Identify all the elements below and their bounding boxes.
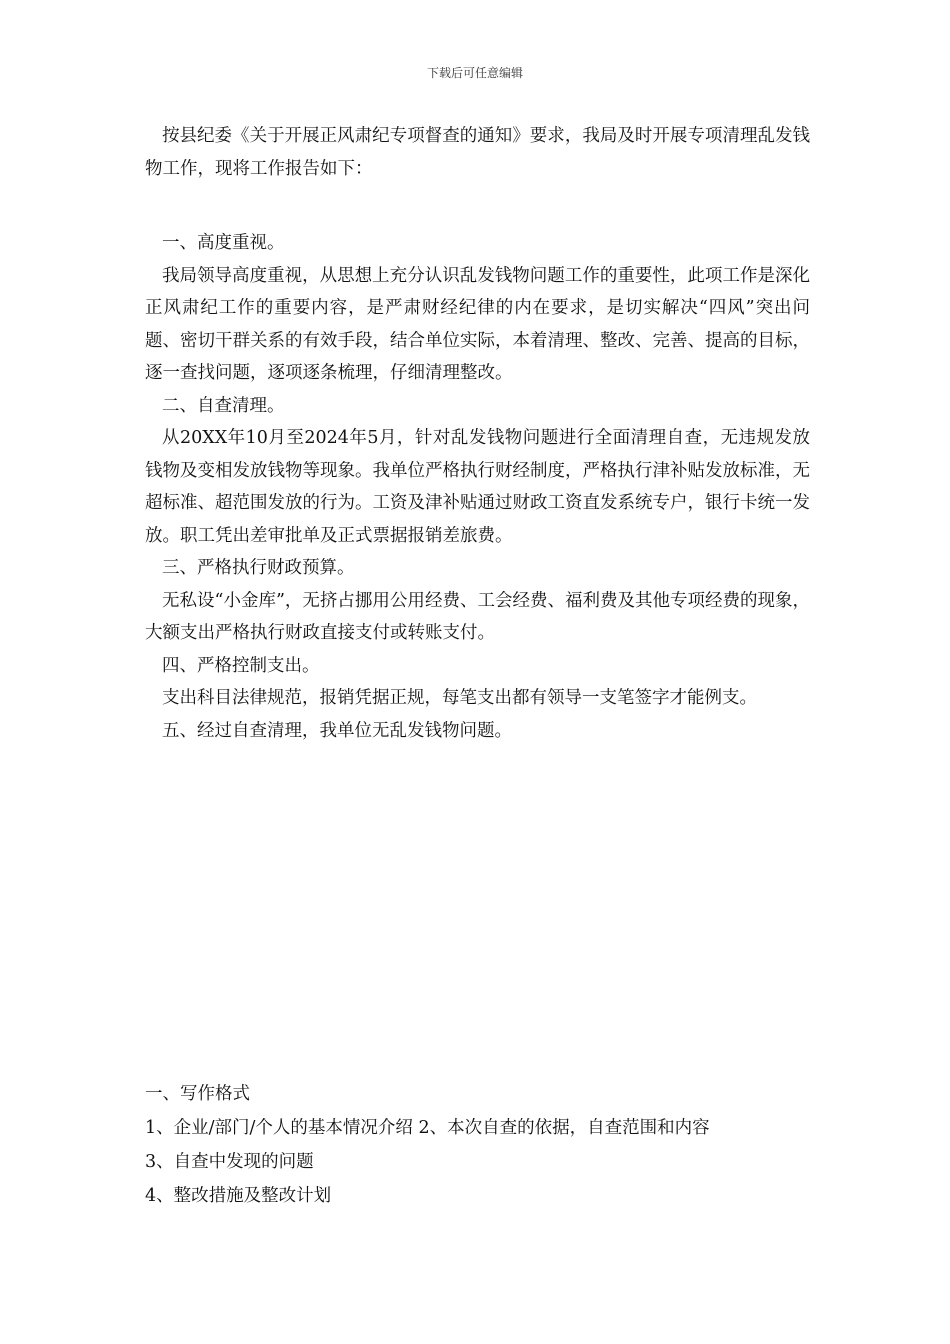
- format-line: 3、自查中发现的问题: [145, 1152, 314, 1172]
- header-note: 下载后可任意编辑: [426, 66, 523, 80]
- section-paragraph-2: 从20XX年10月至2024年5月，针对乱发钱物问题进行全面清理自查，无违规发放钱物及变相发放钱物等现象。我单位严格执行财经制度，严格执行津补贴发放标准，无超标准、超范围发放的行为。工资及津补贴通过财政工资直发系统专户，银行卡统一发放。职工凭出差审批单及正式票据报销差旅费。: [145, 428, 810, 546]
- intro-block: [145, 120, 810, 185]
- format-line: 1、企业/部门/个人的基本情况介绍 2、本次自查的依据，自查范围和内容: [145, 1118, 710, 1138]
- section-paragraph-1: 我局领导高度重视，从思想上充分认识乱发钱物问题工作的重要性，此项工作是深化正风肃纪工作的重要内容，是严肃财经纪律的内在要求，是切实解决“四风”突出问题、密切干群关系的有效手段，结合单位实际，本着清理、整改、完善、提高的目标，逐一查找问题，逐项逐条梳理，仔细清理整改。: [145, 265, 810, 383]
- section-heading-5: 五、经过自查清理，我单位无乱发钱物问题。: [162, 720, 512, 741]
- section-paragraph-3: 无私设“小金库”，无挤占挪用公用经费、工会经费、福利费及其他专项经费的现象，大额支出严格执行财政直接支付或转账支付。: [145, 590, 810, 643]
- section-heading-4: 四、严格控制支出。: [162, 655, 320, 676]
- report-sections: [145, 227, 810, 747]
- intro-paragraph: 按县纪委《关于开展正风肃纪专项督查的通知》要求，我局及时开展专项清理乱发钱物工作，现将工作报告如下：: [145, 126, 810, 179]
- section-heading-1: 一、高度重视。: [162, 233, 285, 253]
- format-title: 一、写作格式: [145, 1084, 250, 1104]
- format-line: 4、整改措施及整改计划: [145, 1186, 332, 1206]
- section-heading-3: 三、严格执行财政预算。: [162, 558, 355, 578]
- section-paragraph-4: 支出科目法律规范，报销凭据正规，每笔支出都有领导一支笔签字才能例支。: [162, 688, 757, 708]
- writing-format-block: [145, 1077, 845, 1213]
- section-heading-2: 二、自查清理。: [162, 395, 285, 416]
